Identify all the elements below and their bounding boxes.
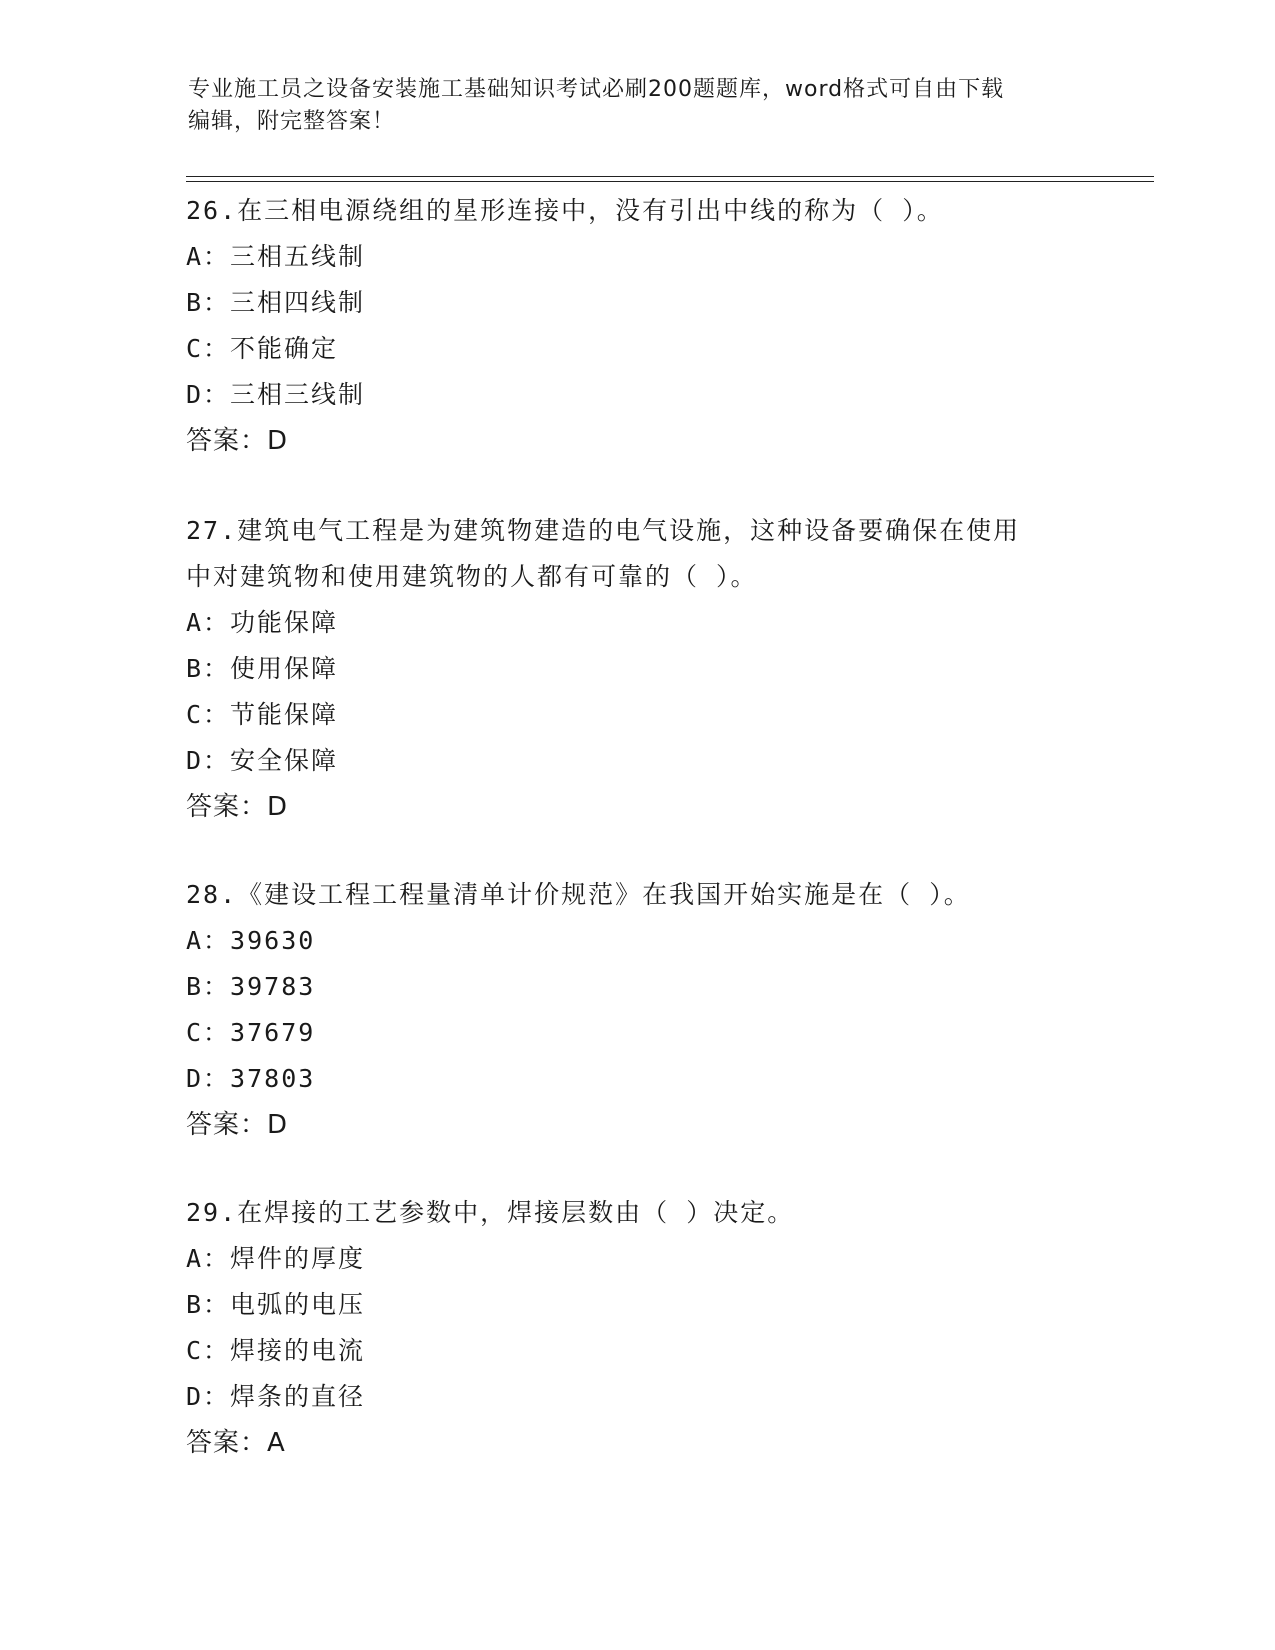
option-a: A：功能保障: [186, 608, 339, 637]
header-divider-top: [186, 176, 1154, 177]
option-d: D：焊条的直径: [186, 1382, 366, 1411]
option-b: B：三相四线制: [186, 288, 366, 317]
answer: 答案：D: [186, 792, 289, 822]
option-d: D：三相三线制: [186, 380, 366, 409]
question-28: [186, 872, 1086, 1148]
question-26: [186, 188, 1086, 464]
option-a: A：三相五线制: [186, 242, 366, 271]
question-title-line-1: 27.建筑电气工程是为建筑物建造的电气设施，这种设备要确保在使用: [186, 516, 1021, 545]
question-title: 28.《建设工程工程量清单计价规范》在我国开始实施是在（ ）。: [186, 880, 971, 909]
question-27: [186, 508, 1086, 830]
answer: 答案：D: [186, 1110, 289, 1140]
answer: 答案：D: [186, 426, 289, 456]
header-line-1: 专业施工员之设备安装施工基础知识考试必刷200题题库，word格式可自由下载: [188, 77, 1005, 102]
option-c: C：37679: [186, 1018, 316, 1047]
option-c: C：节能保障: [186, 700, 339, 729]
answer: 答案：A: [186, 1428, 286, 1458]
option-b: B：电弧的电压: [186, 1290, 366, 1319]
option-a: A：焊件的厚度: [186, 1244, 366, 1273]
option-c: C：焊接的电流: [186, 1336, 366, 1365]
header-divider-bottom: [186, 181, 1154, 182]
option-b: B：使用保障: [186, 654, 339, 683]
header-line-2: 编辑，附完整答案！: [188, 109, 396, 134]
option-d: D：37803: [186, 1064, 316, 1093]
option-a: A：39630: [186, 926, 316, 955]
document-header: [188, 74, 1088, 138]
option-c: C：不能确定: [186, 334, 339, 363]
option-b: B：39783: [186, 972, 316, 1001]
question-title: 29.在焊接的工艺参数中，焊接层数由（ ）决定。: [186, 1198, 795, 1227]
question-title-line-2: 中对建筑物和使用建筑物的人都有可靠的（ ）。: [186, 562, 758, 591]
option-d: D：安全保障: [186, 746, 339, 775]
question-29: [186, 1190, 1086, 1466]
question-title: 26.在三相电源绕组的星形连接中，没有引出中线的称为（ ）。: [186, 196, 944, 225]
